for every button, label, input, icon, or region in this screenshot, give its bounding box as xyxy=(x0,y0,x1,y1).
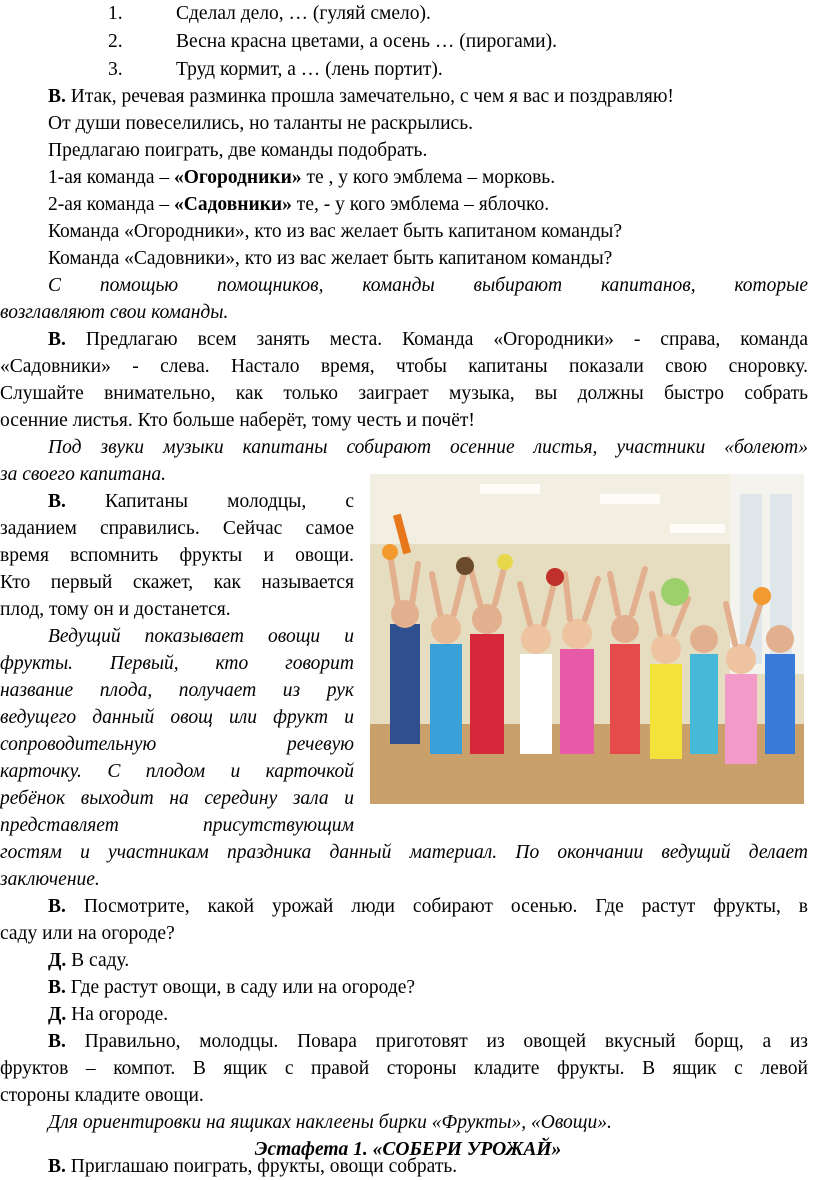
stage-direction: представляет присутствующим xyxy=(0,815,354,836)
paragraph-line: «Садовники» - слева. Настало время, чтобы капитаны показали свою сноровку. xyxy=(0,356,808,377)
paragraph-line: плод, тому он и достанется. xyxy=(0,599,231,620)
paragraph xyxy=(48,974,816,1001)
list-number: 3. xyxy=(108,59,123,80)
paragraph-text: Предлагаю всем занять места. Команда «Огородники» - справа, команда xyxy=(65,329,808,350)
paragraph xyxy=(48,893,808,920)
stage-direction: С помощью помощников, команды выбирают капитанов, которые xyxy=(48,275,808,296)
paragraph-text: Итак, речевая разминка прошла замечательно, с чем я вас и поздравляю! xyxy=(65,86,674,107)
stage-direction: ведущего данный овощ или фрукт и xyxy=(0,707,354,728)
stage-direction: возглавляют свои команды. xyxy=(0,302,229,323)
stage-direction: Под звуки музыки капитаны собирают осенние листья, участники «болеют» xyxy=(48,437,808,458)
paragraph: От души повеселились, но таланты не раскрылись. xyxy=(48,113,473,134)
stage-direction: сопроводительную речевую xyxy=(0,734,354,755)
paragraph-text: Приглашаю поиграть, фрукты, овощи собрать. xyxy=(65,1156,458,1177)
paragraph-text: 2-ая команда – xyxy=(48,194,174,215)
speaker-label: В. xyxy=(48,977,66,998)
paragraph-text: Капитаны молодцы, с xyxy=(65,491,354,512)
list-number: 2. xyxy=(108,31,123,52)
list-item xyxy=(108,28,557,55)
stage-direction: Для ориентировки на ящиках наклеены бирки «Фрукты», «Овощи». xyxy=(48,1112,612,1133)
paragraph-text: На огороде. xyxy=(66,1004,169,1025)
stage-direction: карточку. С плодом и карточкой xyxy=(0,761,354,782)
paragraph xyxy=(48,191,816,218)
paragraph xyxy=(48,326,808,353)
list-text: Труд кормит, а … (лень портит). xyxy=(176,59,443,80)
speaker-label: Д. xyxy=(48,1004,67,1025)
paragraph: Команда «Огородники», кто из вас желает быть капитаном команды? xyxy=(48,221,623,242)
paragraph xyxy=(48,164,816,191)
paragraph xyxy=(48,947,816,974)
list-text: Сделал дело, … (гуляй смело). xyxy=(176,3,431,24)
stage-direction: фрукты. Первый, кто говорит xyxy=(0,653,354,674)
speaker-label: В. xyxy=(48,1156,66,1177)
speaker-label: В. xyxy=(48,1031,66,1052)
paragraph: Предлагаю поиграть, две команды подобрать. xyxy=(48,140,428,161)
paragraph-line: осенние листья. Кто больше наберёт, тому честь и почёт! xyxy=(0,410,475,431)
speaker-label: В. xyxy=(48,491,66,512)
paragraph-line: фруктов – компот. В ящик с правой стороны кладите фрукты. В ящик с левой xyxy=(0,1058,808,1079)
paragraph-text: 1-ая команда – xyxy=(48,167,174,188)
paragraph-line: стороны кладите овощи. xyxy=(0,1085,204,1106)
photo-children-with-fruits xyxy=(370,474,806,804)
paragraph xyxy=(48,488,354,515)
speaker-label: В. xyxy=(48,329,66,350)
paragraph-line: заданием справились. Сейчас самое xyxy=(0,518,354,539)
section-heading: Эстафета 1. «СОБЕРИ УРОЖАЙ» xyxy=(254,1139,562,1160)
team-name: «Огородники» xyxy=(173,167,302,188)
paragraph xyxy=(48,83,808,110)
stage-direction: название плода, получает из рук xyxy=(0,680,354,701)
paragraph-text: Где растут овощи, в саду или на огороде? xyxy=(65,977,416,998)
list-item xyxy=(108,56,443,83)
paragraph: Команда «Садовники», кто из вас желает быть капитаном команды? xyxy=(48,248,613,269)
paragraph-text: Правильно, молодцы. Повара приготовят из овощей вкусный борщ, а из xyxy=(65,1031,808,1052)
paragraph-line: Кто первый скажет, как называется xyxy=(0,572,354,593)
paragraph xyxy=(48,1028,808,1055)
paragraph-line: Слушайте внимательно, как только заиграет музыка, вы должны быстро собрать xyxy=(0,383,808,404)
paragraph-text: Посмотрите, какой урожай люди собирают осенью. Где растут фрукты, в xyxy=(65,896,808,917)
list-item xyxy=(108,0,431,27)
speaker-label: В. xyxy=(48,86,66,107)
speaker-label: В. xyxy=(48,896,66,917)
stage-direction: за своего капитана. xyxy=(0,464,166,485)
team-name: «Садовники» xyxy=(173,194,292,215)
stage-direction: гостям и участникам праздника данный материал. По окончании ведущий делает xyxy=(0,842,808,863)
paragraph xyxy=(48,1001,816,1028)
speaker-label: Д. xyxy=(48,950,67,971)
paragraph-text: те , у кого эмблема – морковь. xyxy=(301,167,556,188)
paragraph-line: саду или на огороде? xyxy=(0,923,175,944)
paragraph-line: время вспомнить фрукты и овощи. xyxy=(0,545,354,566)
stage-direction: Ведущий показывает овощи и xyxy=(48,626,354,647)
paragraph-text: В саду. xyxy=(66,950,130,971)
paragraph xyxy=(48,1153,816,1180)
paragraph-text: те, - у кого эмблема – яблочко. xyxy=(291,194,550,215)
list-number: 1. xyxy=(108,3,123,24)
stage-direction: заключение. xyxy=(0,869,100,890)
photo-illustration xyxy=(370,474,806,804)
list-text: Весна красна цветами, а осень … (пирогами). xyxy=(176,31,557,52)
stage-direction: ребёнок выходит на середину зала и xyxy=(0,788,354,809)
